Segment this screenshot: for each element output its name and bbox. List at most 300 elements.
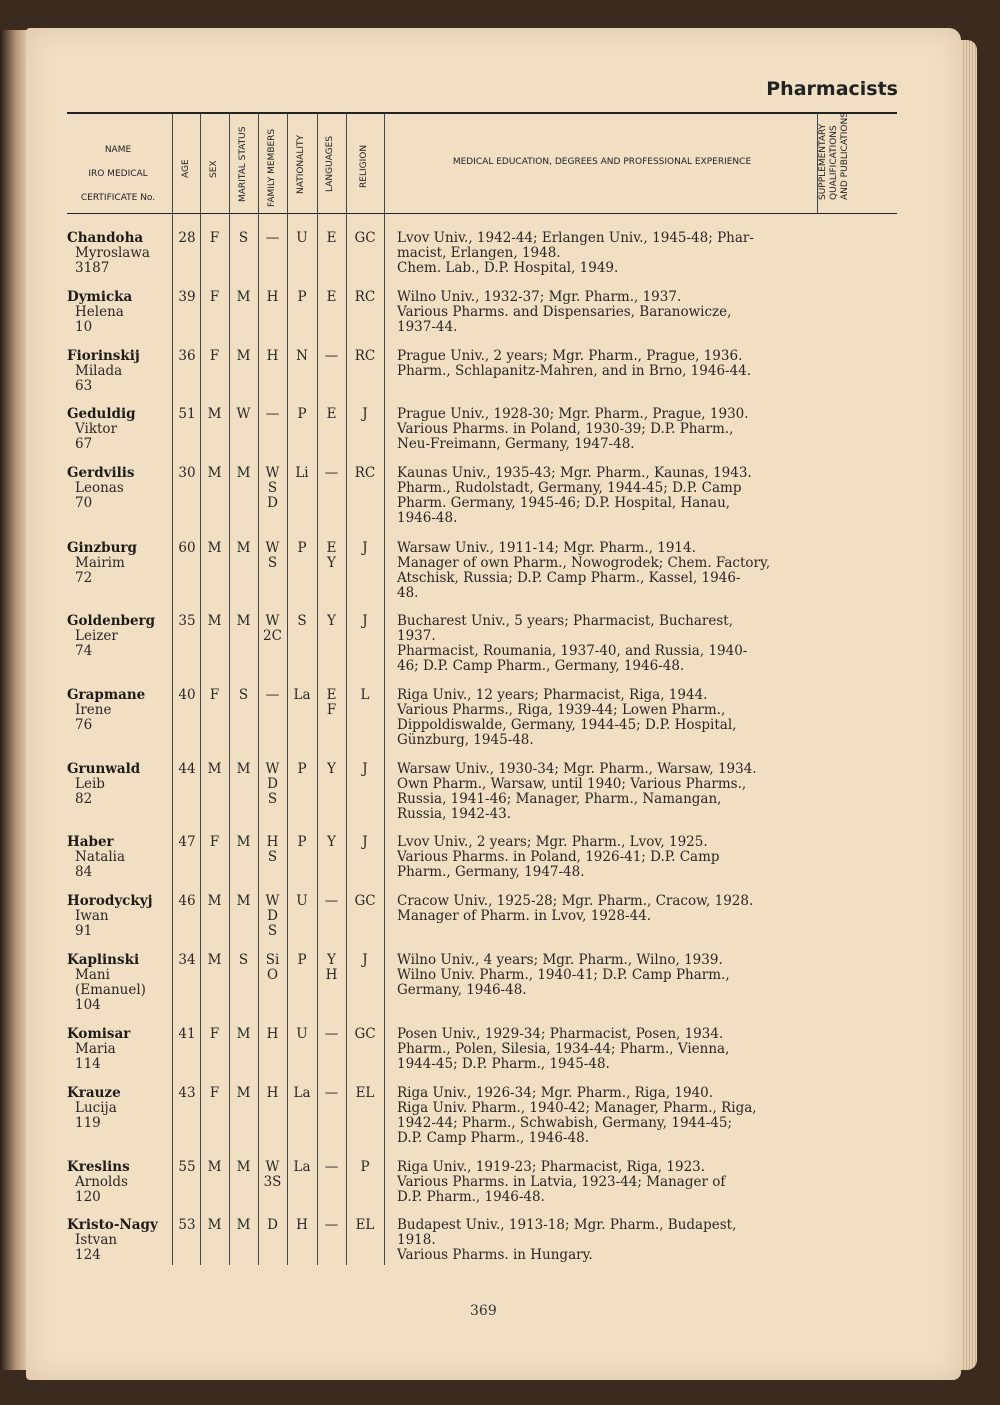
certificate-number: 119 <box>75 1115 101 1131</box>
page-number: 369 <box>470 1303 497 1319</box>
rel-cell: L <box>360 687 370 703</box>
rel-cell: GC <box>354 230 376 246</box>
experience-line: Various Pharms. and Dispensaries, Baranowicze, <box>397 304 732 320</box>
family-cell <box>259 762 286 807</box>
rel-cell: RC <box>354 465 376 481</box>
age-cell: 55 <box>178 1159 196 1175</box>
experience-line: Pharm., Polen, Silesia, 1934-44; Pharm., Vienna, <box>397 1041 730 1057</box>
experience-line: Cracow Univ., 1925-28; Mgr. Pharm., Cracow, 1928. <box>397 893 754 909</box>
experience-line: Lvov Univ., 1942-44; Erlangen Univ., 1945-48; Phar- <box>397 230 754 246</box>
experience-cell <box>397 614 785 674</box>
family-cell <box>259 407 286 422</box>
given-name: Lucija <box>75 1100 117 1116</box>
language-code: E <box>326 540 337 556</box>
family-code: W <box>265 761 280 777</box>
age-cell: 40 <box>178 687 196 703</box>
languages-cell <box>318 231 345 246</box>
header-rule <box>67 213 897 214</box>
name-cell <box>67 614 172 659</box>
nat-cell: La <box>293 1159 311 1175</box>
age-cell: 39 <box>178 289 196 305</box>
certificate-number: 104 <box>75 997 101 1013</box>
experience-line: 46; D.P. Camp Pharm., Germany, 1946-48. <box>397 658 685 674</box>
experience-line: Wilno Univ., 4 years; Mgr. Pharm., Wilno, 1939. <box>397 952 723 968</box>
rel-cell: J <box>362 761 368 777</box>
family-cell <box>259 541 286 571</box>
languages-cell <box>318 541 345 571</box>
experience-line: Pharmacist, Roumania, 1937-40, and Russia, 1940- <box>397 643 748 659</box>
experience-line: Dippoldiswalde, Germany, 1944-45; D.P. Hospital, <box>397 717 737 733</box>
name-cell <box>67 349 172 394</box>
given-name: Viktor <box>75 421 118 437</box>
surname: Haber <box>67 834 114 850</box>
header-nationality: NATIONALITY <box>296 135 306 194</box>
sex-cell: M <box>207 1217 222 1233</box>
marital-cell: M <box>236 289 251 305</box>
name-cell <box>67 290 172 335</box>
language-code: F <box>326 702 337 718</box>
experience-line: Atschisk, Russia; D.P. Camp Pharm., Kassel, 1946- <box>397 570 741 586</box>
language-code: E <box>326 406 337 422</box>
marital-cell: M <box>236 1159 251 1175</box>
marital-cell: M <box>236 893 251 909</box>
language-code: Y <box>327 555 336 571</box>
experience-line: Kaunas Univ., 1935-43; Mgr. Pharm., Kaunas, 1943. <box>397 465 752 481</box>
experience-line: Russia, 1941-46; Manager, Pharm., Namangan, <box>397 791 722 807</box>
header-family-members: FAMILY MEMBERS <box>267 128 277 207</box>
certificate-number: 70 <box>75 495 93 511</box>
experience-line: Riga Univ., 1919-23; Pharmacist, Riga, 1923. <box>397 1159 706 1175</box>
experience-line: Warsaw Univ., 1911-14; Mgr. Pharm., 1914. <box>397 540 696 556</box>
language-code: Y <box>327 761 336 777</box>
surname: Kaplinski <box>67 952 140 968</box>
family-cell <box>259 894 286 939</box>
family-code: 2C <box>263 628 282 644</box>
given-name: Maria <box>75 1041 116 1057</box>
age-cell: 34 <box>178 952 196 968</box>
family-code: — <box>265 406 280 422</box>
surname: Goldenberg <box>67 613 156 629</box>
given-name: Leonas <box>75 480 124 496</box>
surname: Chandoha <box>67 230 144 246</box>
experience-line: Prague Univ., 2 years; Mgr. Pharm., Prague, 1936. <box>397 348 743 364</box>
header-languages: LANGUAGES <box>325 135 335 192</box>
header-age: AGE <box>181 159 191 178</box>
surname: Gerdvilis <box>67 465 135 481</box>
age-cell: 53 <box>178 1217 196 1233</box>
languages-cell <box>318 290 345 305</box>
name-cell <box>67 541 172 586</box>
languages-cell <box>318 1218 345 1233</box>
experience-cell <box>397 231 785 276</box>
certificate-number: 67 <box>75 436 93 452</box>
sex-cell: F <box>209 834 220 850</box>
family-code: D <box>267 495 278 511</box>
experience-line: Manager of own Pharm., Nowogrodek; Chem. Factory, <box>397 555 771 571</box>
experience-cell <box>397 407 785 452</box>
family-code: Si <box>265 952 280 968</box>
age-cell: 30 <box>178 465 196 481</box>
experience-cell <box>397 1160 785 1205</box>
nat-cell: La <box>293 687 311 703</box>
nat-cell: Li <box>295 465 309 481</box>
nat-cell: S <box>297 613 307 629</box>
experience-line: Wilno Univ. Pharm., 1940-41; D.P. Camp Pharm., <box>397 967 730 983</box>
experience-line: Chem. Lab., D.P. Hospital, 1949. <box>397 260 619 276</box>
family-code: W <box>265 1159 280 1175</box>
language-code: — <box>324 1217 339 1233</box>
age-cell: 47 <box>178 834 196 850</box>
given-name: Natalia <box>75 849 126 865</box>
surname: Kreslins <box>67 1159 130 1175</box>
experience-cell <box>397 466 785 526</box>
experience-line: Günzburg, 1945-48. <box>397 732 534 748</box>
languages-cell <box>318 953 345 983</box>
family-code: D <box>267 776 278 792</box>
surname: Grapmane <box>67 687 146 703</box>
sex-cell: F <box>209 289 220 305</box>
surname: Grunwald <box>67 761 141 777</box>
surname: Horodyckyj <box>67 893 153 909</box>
experience-line: macist, Erlangen, 1948. <box>397 245 561 261</box>
experience-cell <box>397 762 785 822</box>
name-cell <box>67 466 172 511</box>
experience-line: Pharm., Germany, 1947-48. <box>397 864 585 880</box>
family-code: H <box>266 348 279 364</box>
age-cell: 43 <box>178 1085 196 1101</box>
language-code: Y <box>327 834 336 850</box>
languages-cell <box>318 1086 345 1101</box>
surname: Fiorinskij <box>67 348 140 364</box>
marital-cell: M <box>236 613 251 629</box>
experience-line: Bucharest Univ., 5 years; Pharmacist, Bucharest, <box>397 613 734 629</box>
nat-cell: U <box>296 893 308 909</box>
given-name: Leib <box>75 776 105 792</box>
rel-cell: RC <box>354 348 376 364</box>
certificate-number: 124 <box>75 1247 101 1263</box>
header-religion: RELIGION <box>359 144 369 188</box>
family-cell <box>259 614 286 644</box>
language-code: Y <box>327 952 336 968</box>
family-code: W <box>265 613 280 629</box>
family-code: W <box>265 540 280 556</box>
given-name: Leizer <box>75 628 118 644</box>
experience-line: 1937. <box>397 628 436 644</box>
experience-line: Riga Univ., 1926-34; Mgr. Pharm., Riga, 1940. <box>397 1085 714 1101</box>
given-name: Mani <box>75 967 110 983</box>
certificate-number: 74 <box>75 643 93 659</box>
family-code: S <box>267 555 278 571</box>
language-code: — <box>324 893 339 909</box>
experience-cell <box>397 290 785 335</box>
name-cell <box>67 894 172 939</box>
language-code: — <box>324 348 339 364</box>
language-code: — <box>324 1159 339 1175</box>
language-code: E <box>326 289 337 305</box>
surname: Komisar <box>67 1026 131 1042</box>
certificate-number: 72 <box>75 570 93 586</box>
languages-cell <box>318 1160 345 1175</box>
nat-cell: U <box>296 230 308 246</box>
age-cell: 28 <box>178 230 196 246</box>
experience-line: 1937-44. <box>397 319 458 335</box>
marital-cell: S <box>238 230 249 246</box>
header-sup-line: SUPPLEMENTARY <box>818 123 828 200</box>
languages-cell <box>318 614 345 629</box>
sex-cell: M <box>207 761 222 777</box>
header-name-line: NAME <box>104 145 132 155</box>
sex-cell: M <box>207 465 222 481</box>
nat-cell: U <box>296 1026 308 1042</box>
marital-cell: S <box>238 952 249 968</box>
language-code: E <box>326 687 337 703</box>
experience-line: Germany, 1946-48. <box>397 982 527 998</box>
header-sup-line: AND PUBLICATIONS <box>840 112 850 200</box>
family-cell <box>259 953 286 983</box>
marital-cell: M <box>236 465 251 481</box>
given-name: Istvan <box>75 1232 118 1248</box>
rel-cell: GC <box>354 1026 376 1042</box>
experience-line: Manager of Pharm. in Lvov, 1928-44. <box>397 908 652 924</box>
name-cell <box>67 688 172 733</box>
experience-cell <box>397 1218 785 1263</box>
certificate-number: 84 <box>75 864 93 880</box>
experience-line: Lvov Univ., 2 years; Mgr. Pharm., Lvov, 1925. <box>397 834 708 850</box>
experience-line: Pharm. Germany, 1945-46; D.P. Hospital, Hanau, <box>397 495 731 511</box>
marital-cell: W <box>236 406 251 422</box>
sex-cell: M <box>207 952 222 968</box>
languages-cell <box>318 894 345 909</box>
surname: Geduldig <box>67 406 136 422</box>
nat-cell: La <box>293 1085 311 1101</box>
given-name: Helena <box>75 304 124 320</box>
family-code: W <box>265 893 280 909</box>
name-cell <box>67 1218 172 1263</box>
given-name: Arnolds <box>75 1174 128 1190</box>
age-cell: 44 <box>178 761 196 777</box>
family-cell <box>259 688 286 703</box>
experience-line: Posen Univ., 1929-34; Pharmacist, Posen, 1934. <box>397 1026 724 1042</box>
marital-cell: M <box>236 1217 251 1233</box>
rel-cell: J <box>362 834 368 850</box>
rel-cell: EL <box>355 1085 375 1101</box>
experience-cell <box>397 1027 785 1072</box>
column-divider <box>384 113 385 1265</box>
marital-cell: M <box>236 348 251 364</box>
family-cell <box>259 349 286 364</box>
nat-cell: P <box>297 834 307 850</box>
marital-cell: M <box>236 761 251 777</box>
experience-line: 1946-48. <box>397 510 458 526</box>
family-code: H <box>266 1026 279 1042</box>
languages-cell <box>318 762 345 777</box>
experience-cell <box>397 894 785 924</box>
rel-cell: J <box>362 406 368 422</box>
experience-line: Budapest Univ., 1913-18; Mgr. Pharm., Budapest, <box>397 1217 737 1233</box>
nat-cell: H <box>296 1217 308 1233</box>
marital-cell: M <box>236 540 251 556</box>
marital-cell: M <box>236 1085 251 1101</box>
nat-cell: P <box>297 289 307 305</box>
family-cell <box>259 1160 286 1190</box>
header-education: MEDICAL EDUCATION, DEGREES AND PROFESSIONAL EXPERIENCE <box>452 157 752 167</box>
languages-cell <box>318 349 345 364</box>
given-name: Myroslawa <box>75 245 150 261</box>
experience-line: Own Pharm., Warsaw, until 1940; Various Pharms., <box>397 776 747 792</box>
experience-line: Various Pharms. in Poland, 1926-41; D.P. Camp <box>397 849 720 865</box>
certificate-number: 63 <box>75 378 93 394</box>
header-name-line: CERTIFICATE No. <box>80 193 156 203</box>
experience-line: D.P. Pharm., 1946-48. <box>397 1189 545 1205</box>
age-cell: 60 <box>178 540 196 556</box>
sex-cell: F <box>209 1026 220 1042</box>
given-name: Iwan <box>75 908 109 924</box>
nat-cell: P <box>297 540 307 556</box>
surname: Kristo-Nagy <box>67 1217 158 1233</box>
language-code: H <box>325 967 338 983</box>
certificate-number: 10 <box>75 319 93 335</box>
experience-line: D.P. Camp Pharm., 1946-48. <box>397 1130 590 1146</box>
nat-cell: P <box>297 761 307 777</box>
rel-cell: J <box>362 540 368 556</box>
family-code: S <box>267 923 278 939</box>
experience-cell <box>397 835 785 880</box>
language-code: — <box>324 1026 339 1042</box>
running-head: Pharmacists <box>766 78 898 100</box>
given-name: (Emanuel) <box>75 982 146 998</box>
header-sex: SEX <box>209 160 219 178</box>
marital-cell: S <box>238 687 249 703</box>
given-name: Irene <box>75 702 112 718</box>
experience-line: Various Pharms. in Hungary. <box>397 1247 593 1263</box>
header-sup-line: QUALIFICATIONS <box>829 125 839 200</box>
certificate-number: 91 <box>75 923 93 939</box>
family-code: D <box>267 908 278 924</box>
experience-line: 1944-45; D.P. Pharm., 1945-48. <box>397 1056 610 1072</box>
experience-line: Various Pharms., Riga, 1939-44; Lowen Pharm., <box>397 702 726 718</box>
age-cell: 36 <box>178 348 196 364</box>
name-cell <box>67 407 172 452</box>
family-code: D <box>267 1217 278 1233</box>
family-cell <box>259 835 286 865</box>
nat-cell: P <box>297 952 307 968</box>
name-cell <box>67 953 172 1013</box>
experience-cell <box>397 1086 785 1146</box>
sex-cell: M <box>207 1159 222 1175</box>
certificate-number: 3187 <box>75 260 110 276</box>
sex-cell: F <box>209 1085 220 1101</box>
sex-cell: M <box>207 893 222 909</box>
experience-line: Riga Univ., 12 years; Pharmacist, Riga, 1944. <box>397 687 708 703</box>
family-code: S <box>267 791 278 807</box>
nat-cell: N <box>296 348 308 364</box>
name-cell <box>67 762 172 807</box>
name-cell <box>67 1027 172 1072</box>
sex-cell: F <box>209 687 220 703</box>
name-cell <box>67 1086 172 1131</box>
certificate-number: 114 <box>75 1056 101 1072</box>
family-cell <box>259 1027 286 1042</box>
given-name: Milada <box>75 363 123 379</box>
family-code: S <box>267 480 278 496</box>
surname: Ginzburg <box>67 540 137 556</box>
experience-line: 1918. <box>397 1232 436 1248</box>
sex-cell: M <box>207 540 222 556</box>
family-code: W <box>265 465 280 481</box>
experience-cell <box>397 953 785 998</box>
language-code: — <box>324 465 339 481</box>
rel-cell: RC <box>354 289 376 305</box>
sex-cell: F <box>209 348 220 364</box>
rel-cell: P <box>360 1159 370 1175</box>
experience-line: Russia, 1942-43. <box>397 806 512 822</box>
header-name-line: IRO MEDICAL <box>88 169 148 179</box>
rel-cell: EL <box>355 1217 375 1233</box>
experience-line: 1942-44; Pharm., Schwabish, Germany, 1944-45; <box>397 1115 732 1131</box>
languages-cell <box>318 407 345 422</box>
certificate-number: 76 <box>75 717 93 733</box>
rel-cell: J <box>362 613 368 629</box>
family-cell <box>259 1086 286 1101</box>
name-cell <box>67 231 172 276</box>
header-name <box>68 138 168 210</box>
family-code: H <box>266 289 279 305</box>
rel-cell: GC <box>354 893 376 909</box>
surname: Krauze <box>67 1085 121 1101</box>
experience-line: Various Pharms. in Latvia, 1923-44; Manager of <box>397 1174 726 1190</box>
experience-line: Neu-Freimann, Germany, 1947-48. <box>397 436 635 452</box>
header-marital-status: MARITAL STATUS <box>238 126 248 202</box>
experience-cell <box>397 688 785 748</box>
certificate-number: 120 <box>75 1189 101 1205</box>
age-cell: 51 <box>178 406 196 422</box>
header-supplementary <box>818 104 851 200</box>
age-cell: 41 <box>178 1026 196 1042</box>
surname: Dymicka <box>67 289 133 305</box>
family-cell <box>259 466 286 511</box>
experience-line: Various Pharms. in Poland, 1930-39; D.P. Pharm., <box>397 421 734 437</box>
experience-line: Riga Univ. Pharm., 1940-42; Manager, Pharm., Riga, <box>397 1100 757 1116</box>
top-rule <box>67 112 897 114</box>
family-code: — <box>265 687 280 703</box>
name-cell <box>67 1160 172 1205</box>
family-code: H <box>266 1085 279 1101</box>
experience-cell <box>397 541 785 601</box>
nat-cell: P <box>297 406 307 422</box>
age-cell: 46 <box>178 893 196 909</box>
family-cell <box>259 231 286 246</box>
sex-cell: M <box>207 613 222 629</box>
family-cell <box>259 1218 286 1233</box>
languages-cell <box>318 1027 345 1042</box>
family-code: 3S <box>263 1174 282 1190</box>
family-code: O <box>266 967 279 983</box>
experience-cell <box>397 349 785 379</box>
family-code: — <box>265 230 280 246</box>
languages-cell <box>318 835 345 850</box>
experience-line: Warsaw Univ., 1930-34; Mgr. Pharm., Warsaw, 1934. <box>397 761 757 777</box>
family-cell <box>259 290 286 305</box>
language-code: — <box>324 1085 339 1101</box>
marital-cell: M <box>236 834 251 850</box>
experience-line: Wilno Univ., 1932-37; Mgr. Pharm., 1937. <box>397 289 682 305</box>
languages-cell <box>318 688 345 718</box>
certificate-number: 82 <box>75 791 93 807</box>
given-name: Mairim <box>75 555 125 571</box>
family-code: S <box>267 849 278 865</box>
sex-cell: M <box>207 406 222 422</box>
rel-cell: J <box>362 952 368 968</box>
